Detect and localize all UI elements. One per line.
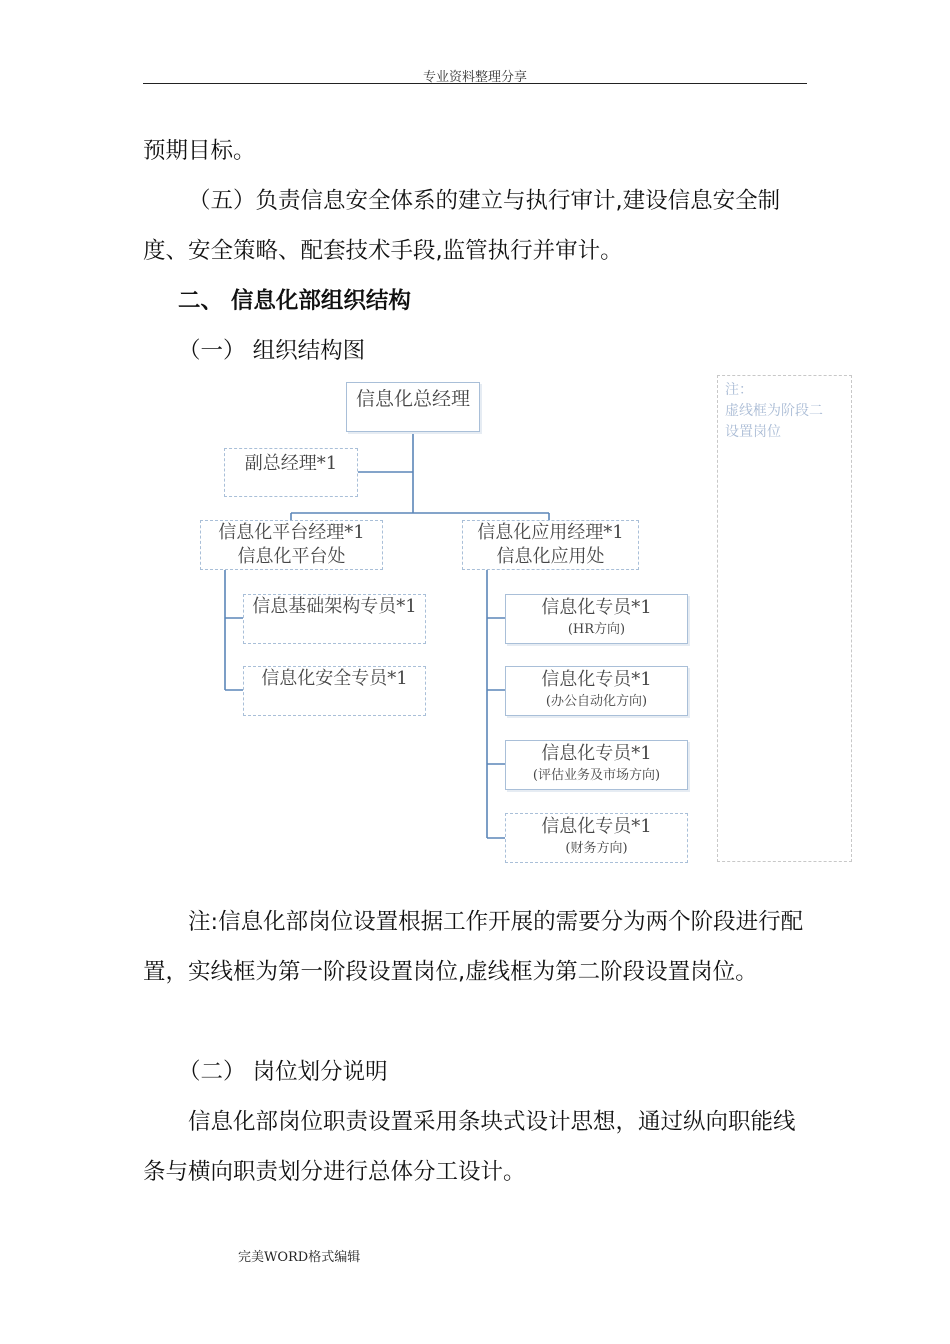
org-chart-legend-note — [717, 375, 852, 862]
org-box-subtitle: (评估业务及市场方向) — [532, 768, 661, 783]
org-box-subtitle: (办公自动化方向) — [545, 694, 648, 709]
subsection-heading-positions: （二） 岗位划分说明 — [178, 1059, 388, 1085]
org-box-subtitle: (HR方向) — [567, 622, 626, 637]
org-box-title: 信息化专员*1 — [541, 816, 652, 837]
org-box-specialist-finance — [505, 813, 688, 863]
page-header: 专业资料整理分享 — [422, 70, 527, 85]
org-box-title: 信息化专员*1 — [541, 669, 652, 690]
org-box-security-specialist — [243, 666, 426, 716]
org-box-deputy-gm — [224, 448, 358, 497]
header-rule — [143, 83, 807, 84]
org-box-platform-manager — [200, 520, 383, 570]
org-box-line2: 信息化平台处 — [237, 546, 346, 567]
note-line-1: 注： — [725, 382, 753, 398]
org-box-general-manager — [346, 382, 480, 432]
page-footer: 完美WORD格式编辑 — [238, 1250, 361, 1265]
org-box-title: 信息化专员*1 — [541, 743, 652, 764]
org-box-line1: 信息化平台经理*1 — [218, 522, 365, 543]
org-box-application-manager — [462, 520, 639, 570]
org-box-label: 信息基础架构专员*1 — [252, 596, 417, 617]
org-box-subtitle: (财务方向) — [565, 841, 628, 856]
org-box-label: 信息化总经理 — [355, 388, 470, 410]
paragraph-note: 注:信息化部岗位设置根据工作开展的需要分为两个阶段进行配置，实线框为第一阶段设置岗位,虚线框为第二阶段设置岗位。 — [143, 909, 804, 985]
paragraph-item-five: （五）负责信息安全体系的建立与执行审计,建设信息安全制度、安全策略、配套技术手段,监管执行并审计。 — [143, 188, 781, 264]
org-box-specialist-office-automation — [505, 666, 688, 716]
org-box-line1: 信息化应用经理*1 — [477, 522, 624, 543]
note-line-3: 设置岗位 — [725, 424, 781, 440]
org-box-specialist-hr — [505, 594, 688, 644]
org-box-line2: 信息化应用处 — [496, 546, 605, 567]
subsection-heading-org-chart: （一） 组织结构图 — [178, 338, 366, 364]
org-box-specialist-business-market — [505, 740, 688, 790]
org-box-label: 副总经理*1 — [244, 453, 338, 474]
org-box-infra-specialist — [243, 594, 426, 644]
note-line-2: 虚线框为阶段二 — [725, 403, 823, 419]
paragraph-continuation: 预期目标。 — [143, 138, 256, 164]
paragraph-description: 信息化部岗位职责设置采用条块式设计思想，通过纵向职能线条与横向职责划分进行总体分工设计。 — [143, 1109, 796, 1185]
org-box-label: 信息化安全专员*1 — [261, 668, 408, 689]
section-heading: 二、 信息化部组织结构 — [178, 288, 411, 314]
org-box-title: 信息化专员*1 — [541, 597, 652, 618]
